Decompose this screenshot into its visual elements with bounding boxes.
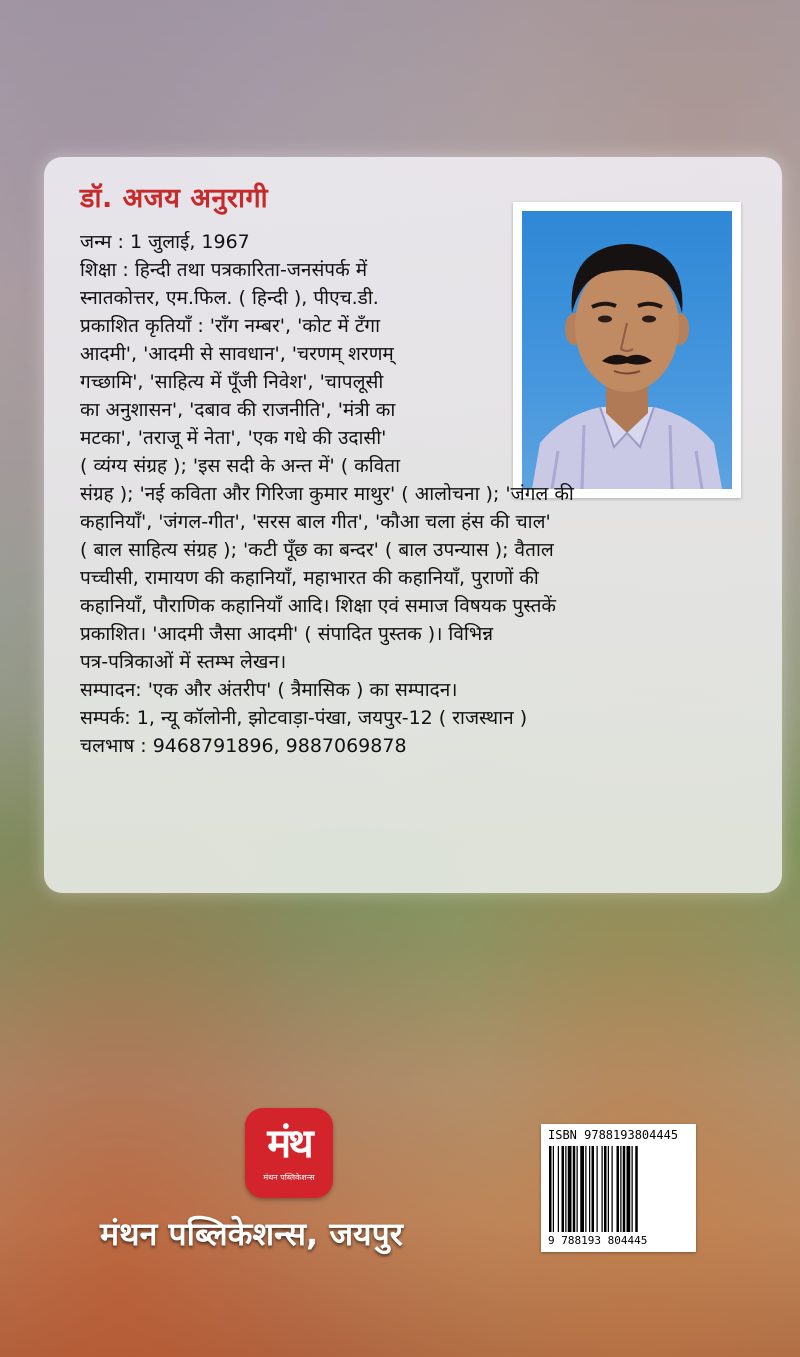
barcode-bar [612,1146,613,1232]
bio-line: ( बाल साहित्य संग्रह ); 'कटी पूँछ का बन्दर' ( बाल उपन्यास ); वैताल [80,539,554,561]
bio-line: शिक्षा : हिन्दी तथा पत्रकारिता-जनसंपर्क में [80,259,368,281]
barcode-bar [635,1146,638,1232]
barcode-bar [592,1146,595,1232]
isbn-digits: 9 788193 804445 [548,1234,648,1247]
barcode-bar [562,1146,565,1232]
barcode-bar [602,1146,603,1232]
bio-contact: सम्पर्क: 1, न्यू कॉलोनी, झोटवाड़ा-पंखा, जयपुर-12 ( राजस्थान ) [80,707,528,729]
bio-line: पच्चीसी, रामायण की कहानियाँ, महाभारत की कहानियाँ, पुराणों की [80,567,539,589]
barcode-bar [620,1146,621,1232]
barcode-bar [608,1146,609,1232]
bio-editing: सम्पादन: 'एक और अंतरीप' ( त्रैमासिक ) का सम्पादन। [80,679,458,701]
barcode-bar [585,1146,586,1232]
isbn-label: ISBN 9788193804445 [548,1128,679,1142]
bio-line: का अनुशासन', 'दबाव की राजनीति', 'मंत्री का [80,399,396,421]
bio-line: संग्रह ); 'नई कविता और गिरिजा कुमार माथुर' ( आलोचना ); 'जंगल की [80,483,574,505]
bio-phone: चलभाष : 9468791896, 9887069878 [80,735,407,757]
barcode-icon [548,1146,689,1232]
bio-line: स्नातकोत्तर, एम.फिल. ( हिन्दी ), पीएच.डी. [80,287,379,309]
publisher-logo [245,1108,333,1198]
bio-line: ( व्यंग्य संग्रह ); 'इस सदी के अन्त में' ( कविता [80,455,401,477]
logo-mark: मंथ [267,1120,311,1167]
barcode-bar [627,1146,631,1232]
barcode-bar [553,1146,554,1232]
bio-line: पत्र-पत्रिकाओं में स्तम्भ लेखन। [80,651,287,673]
barcode-bar [577,1146,578,1232]
barcode-bar [617,1146,620,1232]
publisher-name: मंथन पब्लिकेशन्स, जयपुर [100,1215,403,1253]
barcode-bar [589,1146,590,1232]
barcode-bar [573,1146,576,1232]
barcode-bar [580,1146,584,1232]
bio-line: कहानियाँ', 'जंगल-गीत', 'सरस बाल गीत', 'कौआ चला हंस की चाल' [80,511,551,533]
bio-line: आदमी', 'आदमी से सावधान', 'चरणम् शरणम् [80,343,394,365]
bio-line: मटका', 'तराजू में नेता', 'एक गधे की उदासी' [80,427,387,449]
barcode-bar [549,1146,552,1232]
bio-line: गच्छामि', 'साहित्य में पूँजी निवेश', 'चापलूसी [80,371,384,393]
isbn-barcode-box [541,1124,696,1252]
bio-line: कहानियाँ, पौराणिक कहानियाँ आदि। शिक्षा एवं समाज विषयक पुस्तकें [80,595,557,617]
barcode-bar [558,1146,559,1232]
bio-birth: जन्म : 1 जुलाई, 1967 [80,231,250,253]
logo-subtext: मंथन पब्लिकेशन्स [263,1173,315,1182]
barcode-bar [597,1146,598,1232]
bio-line: प्रकाशित कृतियाँ : 'राँग नम्बर', 'कोट में टँगा [80,315,381,337]
barcode-bar [604,1146,607,1232]
bio-line: प्रकाशित। 'आदमी जैसा आदमी' ( संपादित पुस्तक )। विभिन्न [80,623,494,645]
author-name: डॉ. अजय अनुरागी [80,183,269,214]
barcode-bar [568,1146,572,1232]
barcode-bar [623,1146,626,1232]
barcode-bar [632,1146,633,1232]
barcode-bar [565,1146,566,1232]
